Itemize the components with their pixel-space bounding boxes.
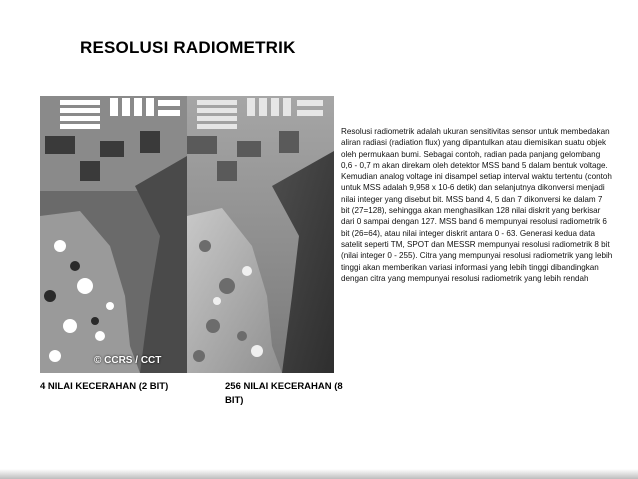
copyright-watermark: © CCRS / CCT	[94, 355, 162, 366]
slide-title: RESOLUSI RADIOMETRIK	[80, 38, 296, 57]
slide-bottom-shadow	[0, 469, 638, 479]
caption-8bit: 256 NILAI KECERAHAN (8 BIT)	[225, 381, 343, 406]
satellite-image-8bit	[187, 96, 334, 373]
satellite-image-2bit	[40, 96, 187, 373]
explanation-paragraph: Resolusi radiometrik adalah ukuran sensitivitas sensor untuk membedakan aliran radiasi (radiation flux) yang dipantulkan atau diemisikan suatu objek oleh permukaan bumi. Sebagai contoh, radian pada panjang gelombang 0,6 - 0,7 m akan direkam oleh detektor MSS band 5 dalam bentuk voltage. Kemudian analog voltage ini disampel setiap interval waktu tertentu (contoh untuk MSS adalah 9,958 x 10-6 detik) dan selanjutnya dikonversi menjadi nilai integer yang disebut bit. MSS band 4, 5 dan 7 dikonversi ke dalam 7 bit (27=128), sehingga akan menghasilkan 128 nilai diskrit yang berkisar dari 0 sampai dengan 127. MSS band 6 mempunyai resolusi radiometrik 6 bit (26=64), atau nilai integer diskrit antara 0 - 63. Generasi kedua data satelit seperti TM, SPOT dan MESSR mempunyai resolusi radiometrik 8 bit (nilai integer 0 - 255). Citra yang mempunyai resolusi radiometrik yang lebih tinggi akan memberikan variasi informasi yang lebih tinggi dibandingkan dengan citra yang mempunyai resolusi radiometrik yang lebih rendah	[341, 127, 613, 283]
caption-2bit: 4 NILAI KECERAHAN (2 BIT)	[40, 381, 169, 392]
